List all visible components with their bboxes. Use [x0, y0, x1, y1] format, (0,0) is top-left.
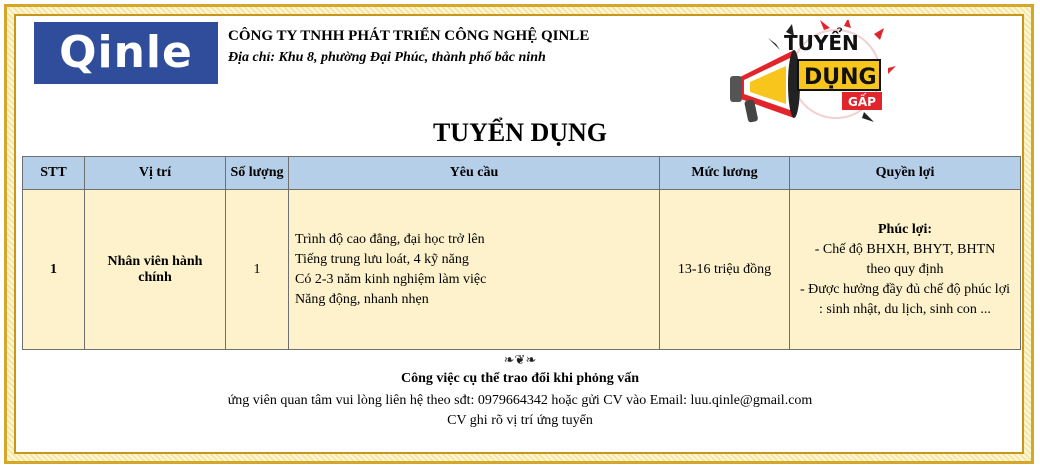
- interview-note: Công việc cụ thể trao đổi khi phỏng vấn: [400, 371, 640, 386]
- requirement-line: Có 2-3 năm kinh nghiệm làm việc: [295, 271, 487, 287]
- table-row: [23, 190, 1021, 350]
- cell-quantity: 1: [226, 190, 289, 350]
- cell-benefits: [790, 190, 1021, 350]
- table-header-row: [23, 157, 1021, 190]
- benefit-line: - Chế độ BHXH, BHYT, BHTN: [814, 241, 996, 257]
- cell-salary: 13-16 triệu đồng: [660, 190, 790, 350]
- header-salary: Mức lương: [660, 157, 790, 190]
- contact-info: ứng viên quan tâm vui lòng liên hệ theo sđt: 0979664342 hoặc gửi CV vào Email: luu.qinle@gmail.com: [227, 393, 813, 408]
- requirement-line: Năng động, nhanh nhẹn: [295, 291, 429, 307]
- job-table: [22, 156, 1021, 350]
- badge-text-line3: GẤP: [848, 95, 876, 109]
- megaphone-icon: [724, 20, 896, 128]
- page-title: TUYỂN DỤNG: [432, 118, 608, 147]
- cell-requirements: [289, 190, 660, 350]
- company-name: CÔNG TY TNHH PHÁT TRIỂN CÔNG NGHỆ QINLE: [228, 28, 590, 44]
- header-quantity: Số lượng: [226, 157, 289, 190]
- requirement-line: Trình độ cao đẳng, đại học trở lên: [295, 231, 485, 247]
- header-benefits: Quyền lợi: [790, 157, 1021, 190]
- cv-note: CV ghi rõ vị trí ứng tuyển: [447, 413, 593, 428]
- benefit-line: : sinh nhật, du lịch, sinh con ...: [819, 301, 991, 317]
- benefits-title: Phúc lợi:: [877, 221, 933, 237]
- requirement-line: Tiếng trung lưu loát, 4 kỹ năng: [295, 251, 469, 267]
- logo-text: Qinle: [59, 27, 193, 78]
- benefit-line: theo quy định: [866, 261, 944, 277]
- company-address: Địa chỉ: Khu 8, phường Đại Phúc, thành phố bắc ninh: [228, 50, 546, 65]
- cell-stt: 1: [23, 190, 85, 350]
- urgent-hiring-badge: [724, 20, 896, 128]
- ornament-divider: ❧❦❧: [503, 352, 537, 367]
- header-position: Vị trí: [85, 157, 226, 190]
- badge-text-line2: DỤNG: [804, 65, 877, 90]
- header-requirements: Yêu cầu: [289, 157, 660, 190]
- badge-text-line1: TUYỂN: [784, 31, 859, 55]
- benefit-line: - Được hưởng đầy đủ chế độ phúc lợi: [799, 281, 1010, 297]
- company-logo: [34, 22, 218, 84]
- header-stt: STT: [23, 157, 85, 190]
- cell-position: Nhân viên hành chính: [85, 190, 226, 350]
